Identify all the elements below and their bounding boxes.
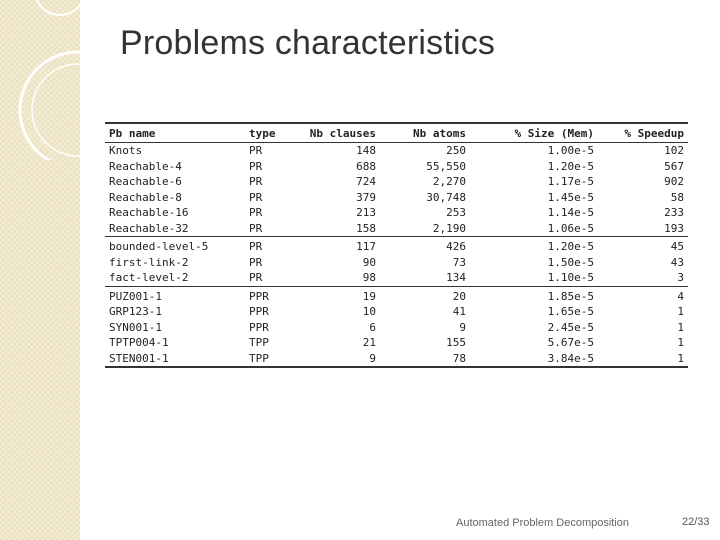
table-cell: 1.00e-5 <box>547 144 594 157</box>
page-number: 22/33 <box>682 516 710 528</box>
table-row <box>105 159 688 175</box>
table-cell: 1.14e-5 <box>547 206 594 219</box>
table-cell: 1.10e-5 <box>547 271 594 284</box>
table-cell: 102 <box>664 144 684 157</box>
table-cell: Knots <box>109 144 143 157</box>
table-cell: STEN001-1 <box>105 351 245 368</box>
table-row <box>105 286 688 304</box>
table-cell: 1.50e-5 <box>547 255 594 269</box>
table-cell: 193 <box>664 221 684 235</box>
table-cell: PR <box>245 237 300 255</box>
table-cell: 9 <box>459 320 466 334</box>
table-row <box>105 174 688 190</box>
table-cell: Reachable-8 <box>109 190 182 204</box>
table-cell: PUZ001-1 <box>105 286 245 304</box>
table-cell: 9 <box>300 351 380 368</box>
table-cell: 233 <box>664 206 684 219</box>
table-cell: 4 <box>598 286 688 304</box>
table-cell: 45 <box>598 237 688 255</box>
table-cell: PR <box>249 271 263 284</box>
table-cell: Reachable-16 <box>109 206 189 219</box>
table-cell: bounded-level-5 <box>105 237 245 255</box>
table-row <box>105 205 688 221</box>
table-cell: 688 <box>356 159 376 173</box>
table-cell: 1.06e-5 <box>547 221 594 235</box>
table-cell: PR <box>249 255 263 269</box>
table-row <box>105 255 688 271</box>
table-cell: 3.84e-5 <box>470 351 598 368</box>
table-cell: 10 <box>362 305 376 318</box>
header-pb-name: Pb name <box>105 123 245 143</box>
table-cell: 73 <box>452 255 466 269</box>
table-cell: 58 <box>670 190 684 204</box>
table-cell: first-link-2 <box>109 255 189 269</box>
table-cell: 43 <box>670 255 684 269</box>
table-cell: GRP123-1 <box>109 305 162 318</box>
footer-text: Automated Problem Decomposition <box>456 517 630 529</box>
header-nb-atoms: Nb atoms <box>380 123 470 143</box>
header-type: type <box>245 123 300 143</box>
table-cell: PR <box>249 190 263 204</box>
table-cell: 379 <box>356 190 376 204</box>
table-cell: 1 <box>677 336 684 349</box>
table-cell: 213 <box>356 206 376 219</box>
table-cell: 5.67e-5 <box>547 336 594 349</box>
table-cell: 1.85e-5 <box>470 286 598 304</box>
table-cell: 1.20e-5 <box>547 159 594 173</box>
table-body <box>105 143 688 368</box>
table-cell: TPP <box>245 351 300 368</box>
table-row <box>105 221 688 237</box>
table-cell: 90 <box>362 255 376 269</box>
table-cell: 1.20e-5 <box>470 237 598 255</box>
table-cell: 117 <box>300 237 380 255</box>
table-cell: TPTP004-1 <box>109 336 169 349</box>
table-cell: PR <box>249 175 263 188</box>
header-nb-clauses: Nb clauses <box>300 123 380 143</box>
table-row <box>105 351 688 368</box>
table-row <box>105 304 688 320</box>
problems-table-container <box>105 122 688 368</box>
header-speedup: % Speedup <box>598 123 688 143</box>
table-cell: PR <box>249 144 263 157</box>
table-cell: 1 <box>677 320 684 334</box>
slide-title: Problems characteristics <box>120 24 496 62</box>
table-cell: SYN001-1 <box>109 320 162 334</box>
table-cell: 30,748 <box>426 190 466 204</box>
table-cell: 78 <box>380 351 470 368</box>
table-cell: Reachable-32 <box>109 221 189 235</box>
table-cell: Reachable-4 <box>109 159 182 173</box>
table-row <box>105 270 688 286</box>
table-cell: 2.45e-5 <box>547 320 594 334</box>
table-cell: PPR <box>249 305 269 318</box>
table-cell: PR <box>249 206 263 219</box>
table-cell: 20 <box>380 286 470 304</box>
table-cell: 2,270 <box>432 175 466 188</box>
table-cell: PR <box>249 159 263 173</box>
table-cell: 567 <box>664 159 684 173</box>
table-cell: 148 <box>356 144 376 157</box>
table-header-row <box>105 123 688 143</box>
table-cell: TPP <box>249 336 269 349</box>
table-cell: 253 <box>446 206 466 219</box>
table-cell: 1.45e-5 <box>547 190 594 204</box>
table-cell: 155 <box>446 336 466 349</box>
table-cell: fact-level-2 <box>109 271 189 284</box>
table-cell: PR <box>249 221 263 235</box>
table-row <box>105 143 688 159</box>
table-row <box>105 190 688 206</box>
table-cell: 250 <box>446 144 466 157</box>
table-cell: 426 <box>380 237 470 255</box>
table-cell: Reachable-6 <box>109 175 182 188</box>
table-cell: 1.65e-5 <box>547 305 594 318</box>
table-cell: 1 <box>677 305 684 318</box>
table-cell: 55,550 <box>426 159 466 173</box>
problems-table <box>105 122 688 368</box>
table-cell: 134 <box>446 271 466 284</box>
table-cell: 3 <box>677 271 684 284</box>
table-cell: PPR <box>245 286 300 304</box>
table-cell: 724 <box>356 175 376 188</box>
table-cell: 98 <box>362 271 376 284</box>
table-cell: 41 <box>452 305 466 318</box>
header-size-mem: % Size (Mem) <box>470 123 598 143</box>
table-cell: 902 <box>664 175 684 188</box>
table-cell: 6 <box>369 320 376 334</box>
table-cell: 158 <box>356 221 376 235</box>
table-row <box>105 335 688 351</box>
table-row <box>105 237 688 255</box>
table-row <box>105 320 688 336</box>
table-cell: 1.17e-5 <box>547 175 594 188</box>
table-cell: 19 <box>300 286 380 304</box>
table-cell: 1 <box>598 351 688 368</box>
table-cell: PPR <box>249 320 269 334</box>
table-cell: 21 <box>362 336 376 349</box>
table-cell: 2,190 <box>432 221 466 235</box>
